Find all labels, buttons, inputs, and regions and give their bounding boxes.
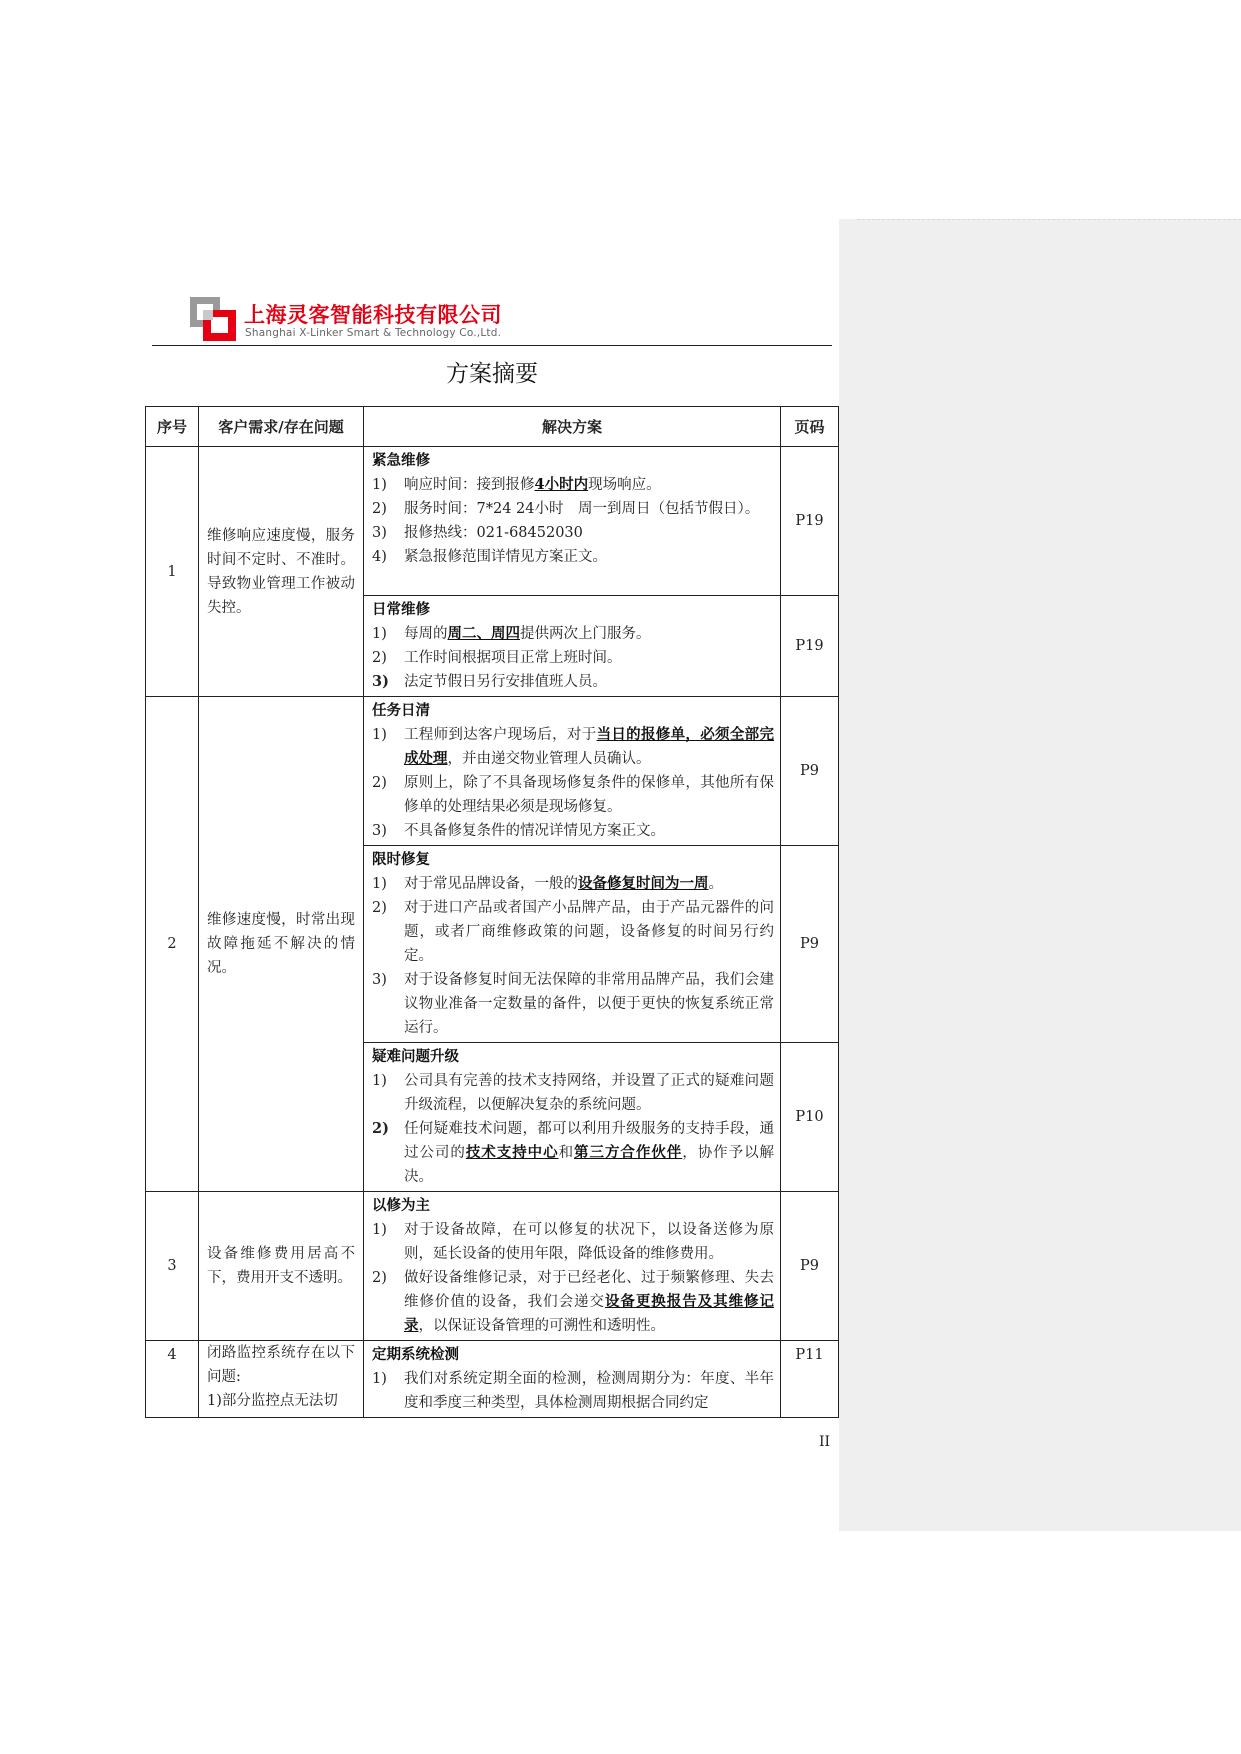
page-ref: P9 [781, 697, 839, 846]
list-item: 3) 法定节假日另行安排值班人员。 [372, 673, 607, 690]
summary-table [145, 406, 839, 1418]
company-logo [190, 297, 510, 345]
row-need: 设备维修费用居高不下，费用开支不透明。 [199, 1192, 364, 1341]
row-number: 1 [146, 447, 199, 697]
list-item: 1) 工程师到达客户现场后，对于当日的报修单，必须全部完成处理，并由递交物业管理人员确认。 [372, 726, 774, 767]
row-need: 闭路监控系统存在以下问题: 1)部分监控点无法切 [199, 1341, 364, 1418]
row-need: 维修速度慢，时常出现故障拖延不解决的情况。 [199, 697, 364, 1192]
page-ref: P11 [781, 1341, 839, 1418]
list-item: 3) 不具备修复条件的情况详情见方案正文。 [372, 823, 665, 839]
solution-cell [364, 447, 781, 596]
table-row [146, 447, 839, 596]
company-name-cn: 上海灵客智能科技有限公司 [244, 303, 502, 327]
col-header-solution: 解决方案 [364, 407, 781, 447]
list-item: 2) 做好设备维修记录，对于已经老化、过于频繁修理、失去维修价值的设备，我们会递交设备更换报告及其维修记录，以保证设备管理的可溯性和透明性。 [372, 1270, 775, 1334]
list-item: 1) 每周的周二、周四提供两次上门服务。 [372, 625, 651, 642]
solution-cell [364, 596, 781, 697]
page-ref: P9 [781, 846, 839, 1043]
col-header-page: 页码 [781, 407, 839, 447]
row-number: 2 [146, 697, 199, 1192]
logo-mark-icon [190, 297, 236, 341]
list-item: 1) 我们对系统定期全面的检测，检测周期分为：年度、半年度和季度三种类型，具体检测周期根据合同约定 [372, 1371, 774, 1411]
solution-heading: 以修为主 [372, 1197, 430, 1214]
solution-heading: 任务日清 [372, 702, 430, 719]
page-ref: P19 [781, 447, 839, 596]
solution-heading: 限时修复 [372, 851, 430, 868]
list-item: 2) 工作时间根据项目正常上班时间。 [372, 650, 622, 666]
solution-cell [364, 1043, 781, 1192]
page-ref: P10 [781, 1043, 839, 1192]
solution-heading: 疑难问题升级 [372, 1048, 459, 1065]
list-item: 3) 报修热线：021-68452030 [372, 525, 583, 541]
list-item: 1) 对于设备故障，在可以修复的状况下，以设备送修为原则，延长设备的使用年限，降低设备的维修费用。 [372, 1222, 774, 1262]
solution-cell [364, 697, 781, 846]
list-item: 4) 紧急报修范围详情见方案正文。 [372, 549, 607, 565]
list-item: 1) 响应时间：接到报修4小时内现场响应。 [372, 476, 661, 493]
page-ref: P9 [781, 1192, 839, 1341]
header-rule [152, 345, 832, 346]
list-item: 2) 服务时间：7*24 24小时 周一到周日（包括节假日）。 [372, 501, 760, 517]
row-number: 3 [146, 1192, 199, 1341]
comment-pane [839, 219, 1241, 1531]
table-header-row [146, 407, 839, 447]
col-header-num: 序号 [146, 407, 199, 447]
list-item: 1) 公司具有完善的技术支持网络，并设置了正式的疑难问题升级流程，以便解决复杂的系统问题。 [372, 1073, 774, 1113]
table-row [146, 1192, 839, 1341]
page-number: II [818, 1434, 830, 1450]
list-item: 1) 对于常见品牌设备，一般的设备修复时间为一周。 [372, 875, 723, 892]
solution-cell [364, 1192, 781, 1341]
solution-cell [364, 846, 781, 1043]
row-number: 4 [146, 1341, 199, 1418]
list-item: 2) 任何疑难技术问题，都可以利用升级服务的支持手段，通过公司的技术支持中心和第三方合作伙伴，协作予以解决。 [372, 1120, 775, 1185]
solution-heading: 日常维修 [372, 601, 430, 618]
table-row [146, 697, 839, 846]
list-item: 2) 原则上，除了不具备现场修复条件的保修单，其他所有保修单的处理结果必须是现场修复。 [372, 775, 774, 815]
list-item: 3) 对于设备修复时间无法保障的非常用品牌产品，我们会建议物业准备一定数量的备件，以便于更快的恢复系统正常运行。 [372, 972, 774, 1036]
company-name-en: Shanghai X-Linker Smart & Technology Co.,Ltd. [245, 327, 502, 339]
table-row [146, 1341, 839, 1418]
comment-pane-divider [857, 219, 1241, 221]
solution-cell [364, 1341, 781, 1418]
col-header-need: 客户需求/存在问题 [199, 407, 364, 447]
solution-heading: 紧急维修 [372, 452, 430, 469]
page-title: 方案摘要 [446, 361, 538, 387]
solution-heading: 定期系统检测 [372, 1346, 459, 1363]
row-need: 维修响应速度慢，服务时间不定时、不准时。导致物业管理工作被动失控。 [199, 447, 364, 697]
page-ref: P19 [781, 596, 839, 697]
list-item: 2) 对于进口产品或者国产小品牌产品，由于产品元器件的问题，或者厂商维修政策的问题，设备修复的时间另行约定。 [372, 900, 774, 964]
